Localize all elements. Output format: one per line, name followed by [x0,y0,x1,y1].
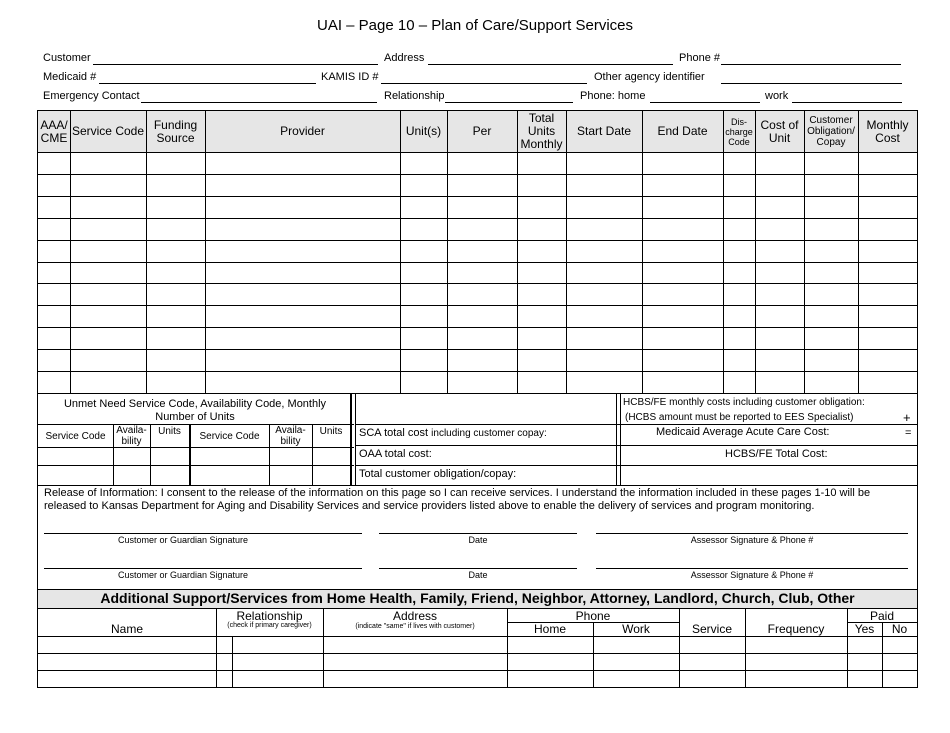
medicaid-field[interactable] [99,71,316,84]
emergency-contact-label: Emergency Contact [43,90,140,102]
unmet-line [350,393,352,486]
kamis-field[interactable] [381,71,587,84]
header-aaa-cme: AAA/ CME [40,117,68,145]
table-row[interactable] [38,175,917,196]
table-row[interactable] [38,263,917,284]
hcbs-note: (HCBS amount must be reported to EES Specialist) [625,412,854,423]
additional-support-title: Additional Support/Services from Home Health, Family, Friend, Neighbor, Attorney, Landlord, Church, Club, Other [100,590,855,606]
table-row[interactable] [38,284,917,305]
total-customer-obligation: Total customer obligation/copay: [359,468,517,480]
hcbs-monthly-costs: HCBS/FE monthly costs including customer obligation: [623,397,865,408]
header-per: Per [472,124,492,138]
table-row[interactable] [38,153,917,174]
medicaid-average-cost: Medicaid Average Acute Care Cost: [656,426,830,438]
col-phone-work: Work [622,622,650,636]
unmet-availability-2: Availa- bility [275,425,306,447]
col-phone: Phone [575,609,611,623]
date-label-1: Date [468,535,488,545]
cost-line [355,424,918,425]
date-line-2[interactable] [379,568,577,569]
header-monthly-cost: Monthly Cost [866,117,909,145]
table-row[interactable] [38,671,917,687]
table-row[interactable] [38,306,917,327]
phone-home-label: Phone: home [580,90,646,102]
customer-field[interactable] [93,52,378,65]
table-row[interactable] [38,241,917,262]
date-label-2: Date [468,570,488,580]
unmet-units-2: Units [319,425,343,437]
customer-label: Customer [43,52,91,64]
col-paid-yes: Yes [854,622,875,636]
col-phone-home: Home [533,622,566,636]
col-relationship: Relationship [236,609,303,623]
header-end-date: End Date [657,124,708,138]
phone-work-field[interactable] [792,90,902,103]
unmet-availability-1: Availa- bility [116,425,147,447]
col-frequency: Frequency [767,622,825,636]
unmet-line [355,393,356,486]
header-customer-obligation: Customer Obligation/ Copay [807,115,855,148]
sca-total-cost-label: SCA total cost [359,427,429,439]
table-row[interactable] [38,197,917,218]
other-agency-field[interactable] [721,71,902,84]
other-agency-label: Other agency identifier [594,71,705,83]
sca-total-cost [359,427,547,439]
table-row[interactable] [38,328,917,349]
customer-signature-label-2: Customer or Guardian Signature [117,570,249,580]
customer-signature-label-1: Customer or Guardian Signature [117,535,249,545]
emergency-contact-field[interactable] [141,90,377,103]
unmet-service-code-1: Service Code [45,430,106,442]
cost-line [616,393,617,486]
unmet-units-1: Units [158,425,181,437]
header-service-code: Service Code [71,124,145,138]
phone-field[interactable] [721,52,901,65]
assessor-signature-line-2[interactable] [596,568,908,569]
cost-line [355,465,918,466]
header-units: Unit(s) [405,124,442,138]
table-row[interactable] [38,372,917,393]
unmet-line [37,465,354,466]
header-total-units-monthly: Total Units Monthly [520,111,563,151]
sca-total-cost-note: including customer copay: [431,428,547,439]
address-field[interactable] [428,52,673,65]
cost-line [355,445,918,446]
assessor-signature-line-1[interactable] [596,533,908,534]
release-text: Release of Information: I consent to the release of the information on this page so I can receive services. I understand the information included in these pages 1-10 will be released to Kansas Department for Aging and Disability Services and service providers listed above to enable the delivery of services and program monitoring. [44,487,871,512]
header-start-date: Start Date [576,124,632,138]
unmet-need-title: Unmet Need Service Code, Availability Code, Monthly Number of Units [63,398,327,423]
table-row[interactable] [38,654,917,670]
header-discharge-code: Dis- charge Code [725,116,753,147]
header-provider: Provider [280,124,325,138]
phone-work-label: work [765,90,789,102]
unmet-line [37,447,354,448]
table-row[interactable] [38,219,917,240]
col-address-note: (indicate "same" if lives with customer) [355,623,475,630]
kamis-label: KAMIS ID # [321,71,379,83]
unmet-service-code-2: Service Code [199,430,260,442]
customer-signature-line-2[interactable] [44,568,362,569]
table-row[interactable] [38,350,917,371]
relationship-field[interactable] [445,90,573,103]
col-relationship-note: (check if primary caregiver) [227,622,312,629]
cost-line [620,393,621,486]
col-service: Service [691,622,732,636]
assessor-signature-label-2: Assessor Signature & Phone # [690,570,814,580]
date-line-1[interactable] [379,533,577,534]
col-paid: Paid [869,609,895,623]
customer-signature-line-1[interactable] [44,533,362,534]
col-name: Name [110,622,143,636]
col-paid-no: No [891,622,908,636]
assessor-signature-label-1: Assessor Signature & Phone # [690,535,814,545]
relationship-label: Relationship [384,90,445,102]
plus-sign: + [903,410,911,425]
page-title: UAI – Page 10 – Plan of Care/Support Services [316,17,633,34]
phone-home-field[interactable] [650,90,760,103]
equals-sign: = [905,427,912,439]
table-row[interactable] [38,637,917,653]
header-cost-of-unit: Cost of Unit [760,117,799,145]
phone-label: Phone # [679,52,720,64]
medicaid-label: Medicaid # [43,71,97,83]
oaa-total-cost: OAA total cost: [359,448,432,460]
hcbs-total-cost: HCBS/FE Total Cost: [725,448,828,460]
address-label: Address [384,52,425,64]
header-funding-source: Funding Source [153,117,198,145]
col-address: Address [392,609,438,623]
